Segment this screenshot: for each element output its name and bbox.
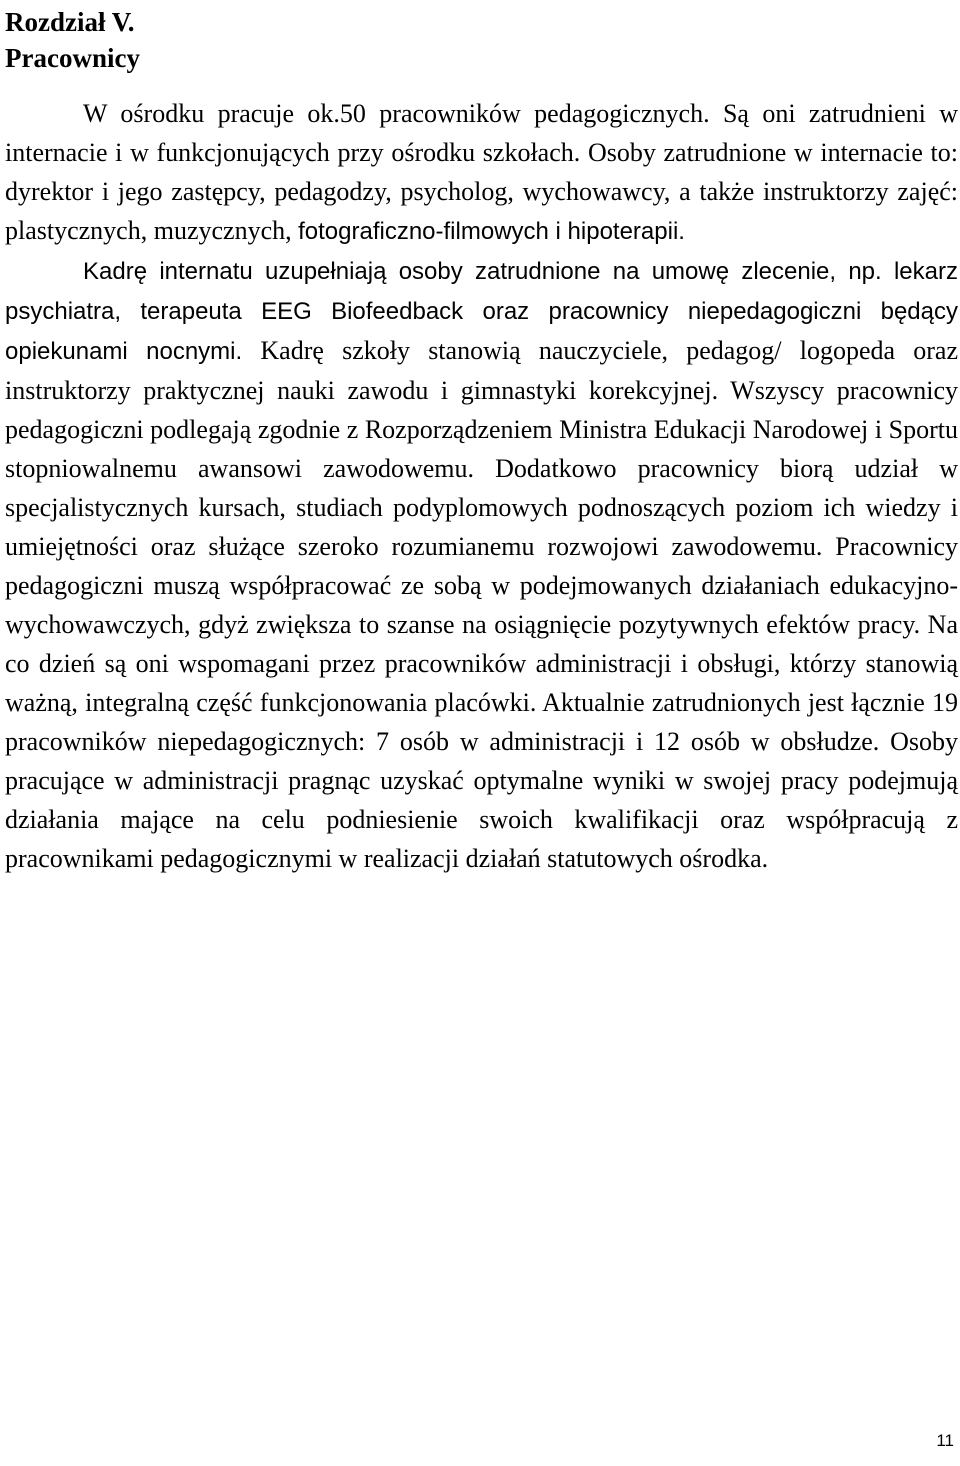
paragraph-1 (5, 94, 958, 251)
chapter-heading (5, 4, 140, 76)
paragraph-2-lead: Kadrę internatu uzupełniają osoby zatrudnione na umowę zlecenie, np. lekarz psychiatra, terapeuta EEG Biofeedback oraz pracownicy niepedagogiczni będący opiekunami nocnymi. (5, 258, 958, 365)
paragraph-2 (5, 251, 958, 878)
chapter-label: Rozdział V. (5, 7, 135, 37)
paragraph-2-text: Kadrę szkoły stanowią nauczyciele, pedagog/ logopeda oraz instruktorzy praktycznej nauki zawodu i gimnastyki korekcyjnej. Wszyscy pracownicy pedagogiczni podlegają zgodnie z Rozporządzeniem Ministra Edukacji Narodowej i Sportu stopniowalnemu awansowi zawodowemu. Dodatkowo pracownicy biorą udział w specjalistycznych kursach, studiach podyplomowych podnoszących poziom ich wiedzy i umiejętności oraz służące szeroko rozumianemu rozwojowi zawodowemu. Pracownicy pedagogiczni muszą współpracować ze sobą w podejmowanych działaniach edukacyjno-wychowawczych, gdyż zwiększa to szanse na osiągnięcie pozytywnych efektów pracy. Na co dzień są oni wspomagani przez pracowników administracji i obsługi, którzy stanowią ważną, integralną część funkcjonowania placówki. Aktualnie zatrudnionych jest łącznie 19 pracowników niepedagogicznych: 7 osób w administracji i 12 osób w obsłudze. Osoby pracujące w administracji pragnąc uzyskać optymalne wyniki w swojej pracy podejmują działania mające na celu podniesienie swoich kwalifikacji oraz współpracują z pracownikami pedagogicznymi w realizacji działań statutowych ośrodka. (5, 336, 958, 873)
page-number: 11 (936, 1431, 954, 1450)
paragraph-1-tail: fotograficzno-filmowych i hipoterapii. (298, 218, 685, 245)
chapter-title: Pracownicy (5, 43, 140, 73)
paragraph-1-text: W ośrodku pracuje ok.50 pracowników pedagogicznych. Są oni zatrudnieni w internacie i w funkcjonujących przy ośrodku szkołach. Osoby zatrudnione w internacie to: dyrektor i jego zastępcy, pedagodzy, psycholog, wychowawcy, a także instruktorzy zajęć: plastycznych, muzycznych, (5, 99, 958, 245)
body-text (5, 94, 958, 878)
